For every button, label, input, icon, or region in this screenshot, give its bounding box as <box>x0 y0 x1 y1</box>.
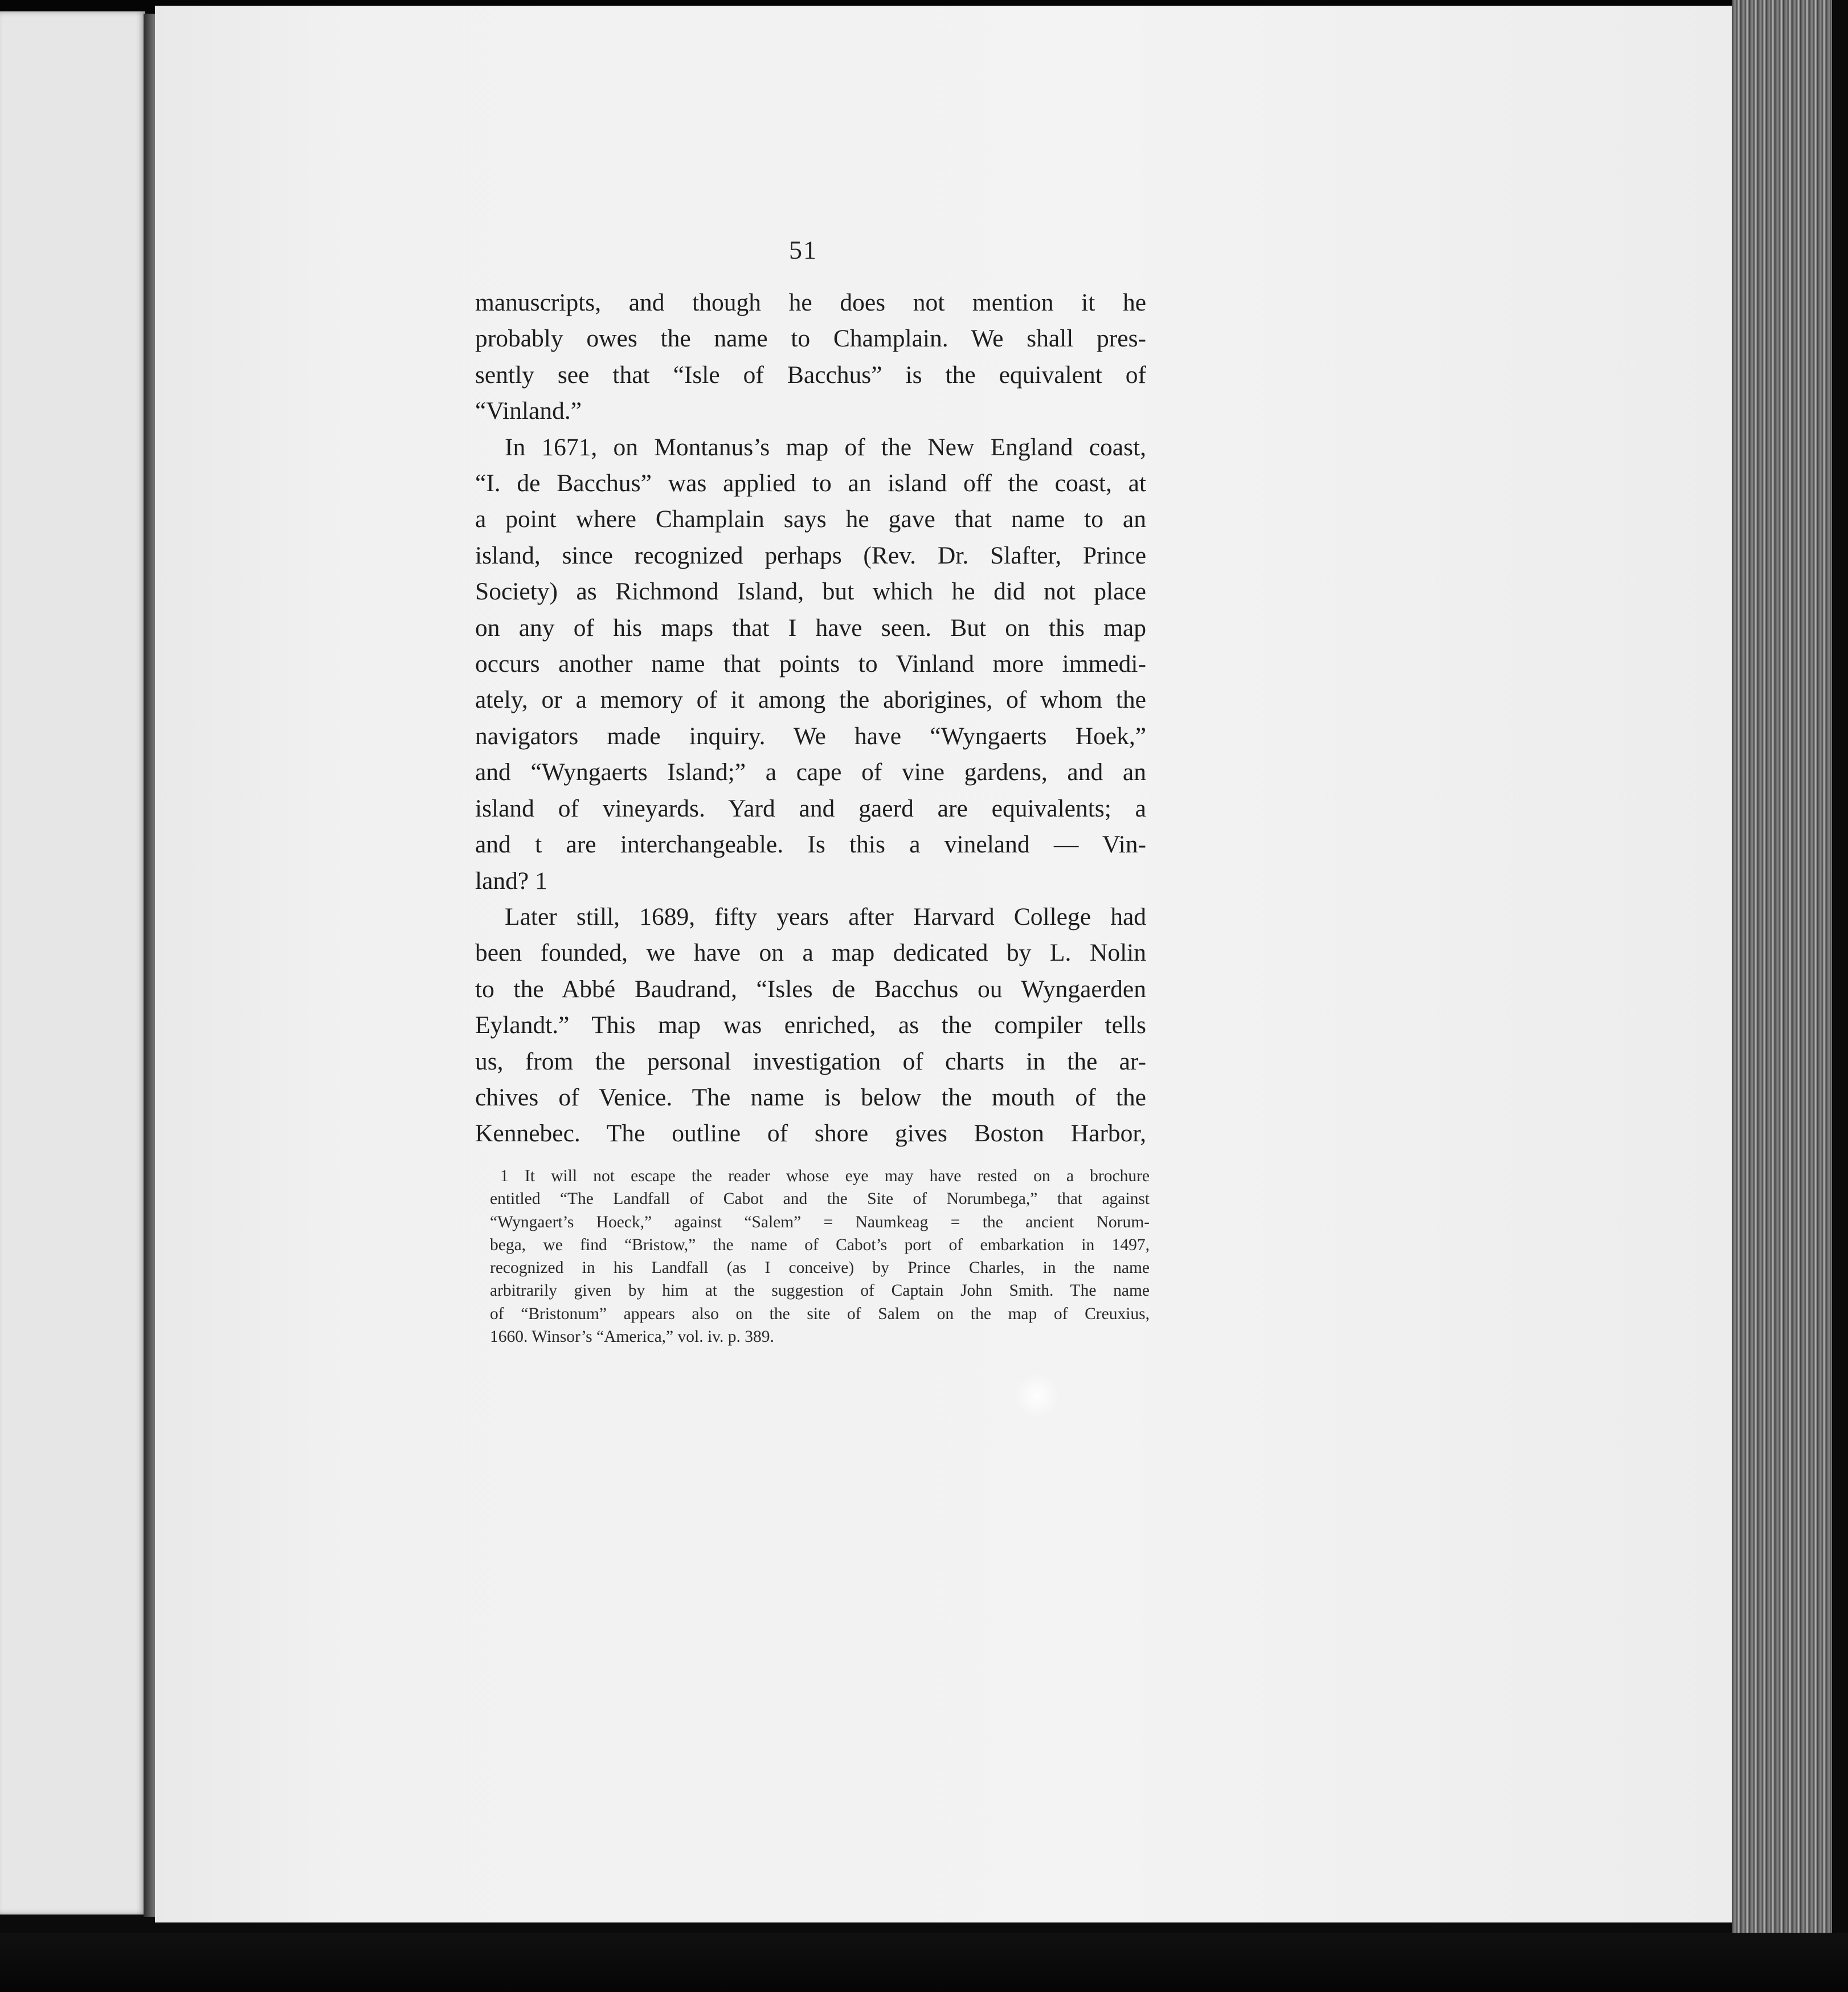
text-line: on any of his maps that I have seen. But on this map <box>475 614 1146 642</box>
footnote-line: “Wyngaert’s Hoeck,” against “Salem” = Naumkeag = the ancient Norum- <box>490 1213 1150 1231</box>
text-line: island, since recognized perhaps (Rev. Dr. Slafter, Prince <box>475 541 1146 569</box>
footnote-line: recognized in his Landfall (as I conceive) by Prince Charles, in the name <box>490 1259 1150 1277</box>
footnote <box>490 1165 1150 1348</box>
left-facing-page <box>0 11 145 1915</box>
text-line: to the Abbé Baudrand, “Isles de Bacchus ou Wyngaerden <box>475 975 1146 1003</box>
text-line: and “Wyngaerts Island;” a cape of vine gardens, and an <box>475 758 1146 786</box>
text-line: chives of Venice. The name is below the mouth of the <box>475 1083 1146 1111</box>
scanner-right-edge <box>1832 0 1848 1992</box>
body-text <box>475 285 1146 1152</box>
text-line: Later still, 1689, fifty years after Harvard College had <box>505 903 1146 930</box>
text-line: In 1671, on Montanus’s map of the New England coast, <box>505 433 1146 461</box>
text-line: us, from the personal investigation of charts in the ar- <box>475 1047 1146 1075</box>
footnote-line: 1 It will not escape the reader whose eye may have rested on a brochure <box>500 1167 1150 1185</box>
text-line: occurs another name that points to Vinland more immedi- <box>475 650 1146 678</box>
text-line: probably owes the name to Champlain. We shall pres- <box>475 325 1146 353</box>
text-line: “I. de Bacchus” was applied to an island off the coast, at <box>475 470 1146 497</box>
text-line: “Vinland.” <box>475 397 582 425</box>
text-line: a point where Champlain says he gave that name to an <box>475 505 1146 533</box>
text-line: been founded, we have on a map dedicated by L. Nolin <box>475 939 1146 967</box>
page-edges-stack <box>1732 0 1834 1937</box>
footnote-line: of “Bristonum” appears also on the site of Salem on the map of Creuxius, <box>490 1304 1150 1323</box>
text-line: sently see that “Isle of Bacchus” is the equivalent of <box>475 361 1146 389</box>
footnote-line: bega, we find “Bristow,” the name of Cabot’s port of embarkation in 1497, <box>490 1235 1150 1254</box>
scanner-bottom-edge <box>0 1933 1848 1992</box>
footnote-line: 1660. Winsor’s “America,” vol. iv. p. 389. <box>490 1328 774 1346</box>
text-line: and t are interchangeable. Is this a vineland — Vin- <box>475 831 1146 859</box>
text-line: Eylandt.” This map was enriched, as the compiler tells <box>475 1011 1146 1039</box>
light-glare <box>1014 1373 1060 1419</box>
footnote-line: arbitrarily given by him at the suggestion of Captain John Smith. The name <box>490 1281 1150 1300</box>
text-line: manuscripts, and though he does not mention it he <box>475 289 1146 316</box>
text-line: navigators made inquiry. We have “Wyngaerts Hoek,” <box>475 722 1146 750</box>
text-line: land? 1 <box>475 867 547 895</box>
text-line: ately, or a memory of it among the aborigines, of whom the <box>475 686 1146 714</box>
footnote-line: entitled “The Landfall of Cabot and the Site of Norumbega,” that against <box>490 1190 1150 1209</box>
page-number: 51 <box>789 235 817 264</box>
text-line: island of vineyards. Yard and gaerd are equivalents; a <box>475 794 1146 822</box>
text-line: Kennebec. The outline of shore gives Boston Harbor, <box>475 1120 1146 1148</box>
text-line: Society) as Richmond Island, but which he did not place <box>475 578 1146 606</box>
